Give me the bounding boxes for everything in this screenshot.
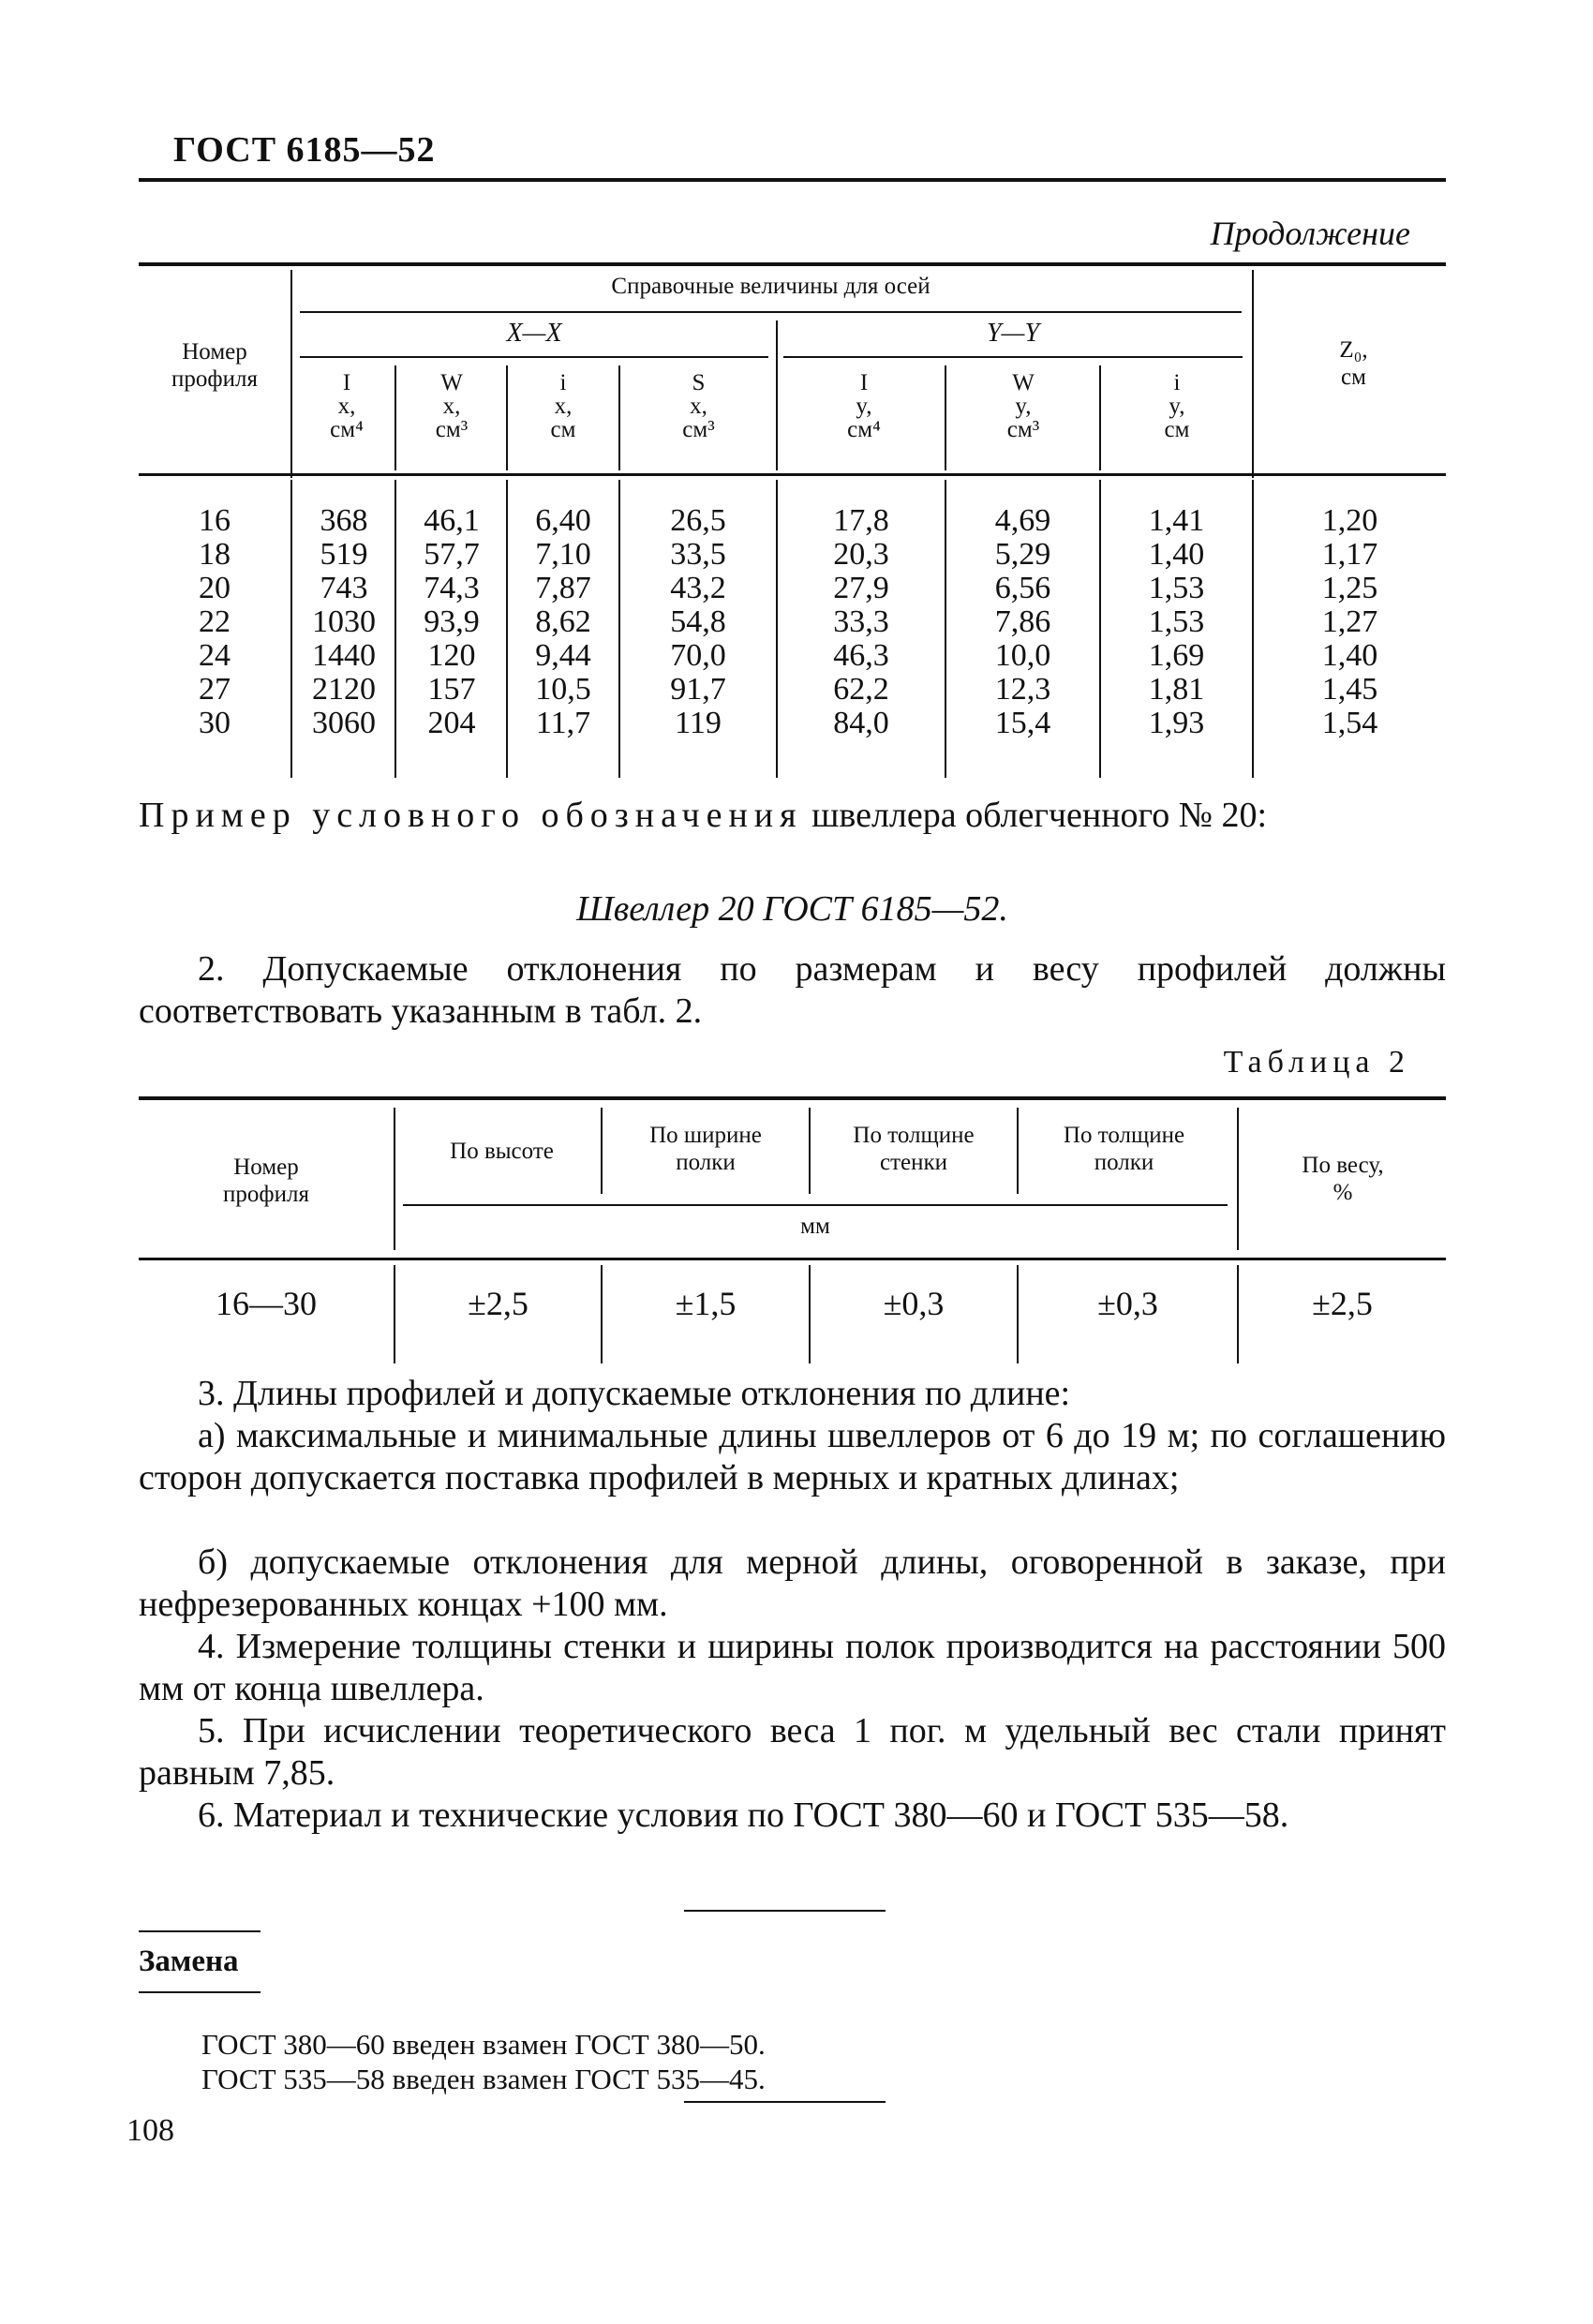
table-cell: 7,87: [535, 571, 591, 605]
t2-header-flange-thickness: По толщине полки: [1063, 1123, 1185, 1175]
table-cell: 27,9: [833, 571, 889, 605]
axis-y-header: Y—Y: [986, 319, 1040, 348]
document-header-title: ГОСТ 6185—52: [173, 130, 436, 170]
table-cell: 1,81: [1148, 672, 1205, 707]
table-cell: 43,2: [670, 571, 726, 605]
t2-col-profile: Номер профиля: [223, 1155, 309, 1207]
table-cell: 70,0: [670, 638, 726, 673]
table-cell: 7,86: [994, 604, 1051, 639]
table-cell: 54,8: [670, 604, 726, 639]
column-sx: [620, 504, 776, 740]
table-cell: 1,45: [1321, 672, 1378, 707]
sx-header: S x, см³: [682, 370, 715, 442]
t2-header-weight: По весу, %: [1302, 1153, 1384, 1205]
column-profile: [139, 504, 290, 740]
table-cell: 12,3: [994, 672, 1051, 707]
table-cell: 9,44: [535, 638, 591, 673]
table-cell: 1,53: [1148, 604, 1205, 639]
table-cell: 46,3: [833, 638, 889, 673]
paragraph-6: 6. Материал и технические условия по ГОСТ 380—60 и ГОСТ 535—58.: [198, 1795, 1289, 1835]
table-cell: 16: [199, 503, 231, 538]
table-cell: 11,7: [535, 706, 591, 740]
wx-header: W x, см³: [435, 370, 469, 442]
page-number: 108: [127, 2113, 174, 2148]
table-cell: 62,2: [833, 672, 889, 707]
table-cell: 1,93: [1148, 706, 1205, 740]
table-cell: 1030: [312, 604, 376, 639]
table-cell: 33,3: [833, 604, 889, 639]
table-cell: 2120: [312, 672, 376, 707]
table-cell: 8,62: [535, 604, 591, 639]
table-cell: 20,3: [833, 537, 889, 572]
t2-profile-range: 16—30: [216, 1285, 317, 1322]
table-cell: 1440: [312, 638, 376, 673]
iy-header: I y, см⁴: [847, 370, 881, 442]
table1-header-rule: [139, 473, 1446, 476]
table-cell: 1,20: [1321, 503, 1378, 538]
ix-header: I x, см⁴: [330, 370, 364, 442]
paragraph-2: 2. Допускаемые отклонения по размерам и весу профилей должны соответствовать указанным в табл. 2.: [139, 949, 1446, 1031]
t2-value-flange-width: ±1,5: [675, 1285, 737, 1322]
t2-value-web-thickness: ±0,3: [883, 1285, 945, 1322]
table-cell: 7,10: [535, 537, 591, 572]
example-lead-rest: швеллера облегченного № 20:: [802, 796, 1268, 835]
continuation-label: Продолжение: [1210, 215, 1410, 252]
z0-header: Z₀, см: [1339, 337, 1368, 390]
iy-radius-header: i y, см: [1164, 370, 1190, 442]
zamena-rule-bottom: [139, 1991, 261, 1993]
t2-header-web-thickness: По толщине стенки: [853, 1123, 975, 1175]
table-cell: 119: [675, 706, 722, 740]
table-cell: 20: [199, 571, 231, 605]
example-lead: Пример условного обозначения: [139, 796, 803, 835]
ix-radius-header: i x, см: [550, 370, 576, 442]
t2-value-flange-thickness: ±0,3: [1097, 1285, 1158, 1322]
table-cell: 519: [320, 537, 368, 572]
table-cell: 120: [427, 638, 476, 673]
reference-values-header: Справочные величины для осей: [611, 274, 930, 299]
replacement-title: Замена: [139, 1944, 239, 1978]
table-cell: 743: [320, 571, 368, 605]
table-cell: 24: [199, 638, 231, 673]
example-designation: Швеллер 20 ГОСТ 6185—52.: [576, 889, 1008, 929]
column-ix: [292, 504, 395, 740]
header-rule: [139, 178, 1446, 182]
column-wx: [396, 504, 507, 740]
paragraph-3: 3. Длины профилей и допускаемые отклонения по длине:: [198, 1374, 1071, 1413]
table-cell: 1,54: [1321, 706, 1378, 740]
col-profile-number: Номер профиля: [171, 339, 258, 392]
section-divider: [684, 1910, 886, 1912]
replacement-line-1: ГОСТ 380—60 введен взамен ГОСТ 380—50.: [201, 2028, 766, 2061]
paragraph-5: 5. При исчислении теоретического веса 1 пог. м удельный вес стали принят равным 7,85.: [139, 1711, 1446, 1793]
table2-caption: Таблица 2: [1223, 1045, 1410, 1080]
table-cell: 1,17: [1321, 537, 1378, 572]
column-iy: [778, 504, 945, 740]
table-cell: 93,9: [424, 604, 480, 639]
table-cell: 368: [320, 503, 368, 538]
table-cell: 4,69: [994, 503, 1051, 538]
table-cell: 6,40: [535, 503, 591, 538]
table-cell: 1,27: [1321, 604, 1378, 639]
table-cell: 27: [199, 672, 231, 707]
table-cell: 18: [199, 537, 231, 572]
table-cell: 91,7: [670, 672, 726, 707]
bottom-divider: [684, 2101, 886, 2103]
table-cell: 84,0: [833, 706, 889, 740]
column-ix-radius: [508, 504, 618, 740]
table-cell: 6,56: [994, 571, 1051, 605]
t2-header-flange-width: По ширине полки: [649, 1123, 762, 1175]
paragraph-3a: а) максимальные и минимальные длины швеллеров от 6 до 19 м; по соглашению сторон допускается поставка профилей в мерных и кратных длинах;: [139, 1416, 1446, 1497]
table-cell: 157: [427, 672, 476, 707]
axis-x-header: X—X: [506, 319, 562, 348]
table-cell: 57,7: [424, 537, 480, 572]
table-cell: 46,1: [424, 503, 480, 538]
column-z0: [1254, 504, 1446, 740]
tolerances-table: [139, 1096, 1446, 1368]
paragraph-3b: б) допускаемые отклонения для мерной длины, оговоренной в заказе, при нефрезерованных концах +100 мм.: [139, 1542, 1446, 1624]
column-iy-radius: [1101, 504, 1252, 740]
table-cell: 1,69: [1148, 638, 1205, 673]
table1-top-rule: [139, 262, 1446, 266]
table-cell: 74,3: [424, 571, 480, 605]
zamena-rule-top: [139, 1930, 261, 1932]
table-cell: 17,8: [833, 503, 889, 538]
t2-unit-mm: мм: [800, 1214, 830, 1239]
table-cell: 1,40: [1321, 638, 1378, 673]
t2-value-height: ±2,5: [468, 1285, 529, 1322]
example-paragraph: [139, 795, 1446, 837]
t2-header-height: По высоте: [450, 1139, 554, 1164]
table-cell: 204: [427, 706, 476, 740]
table-cell: 33,5: [670, 537, 726, 572]
column-wy: [946, 504, 1099, 740]
properties-table: [139, 262, 1446, 778]
table-cell: 1,53: [1148, 571, 1205, 605]
paragraph-4: 4. Измерение толщины стенки и ширины полок производится на расстоянии 500 мм от конца швеллера.: [139, 1627, 1446, 1708]
table-cell: 22: [199, 604, 231, 639]
table-cell: 15,4: [994, 706, 1051, 740]
table-cell: 1,40: [1148, 537, 1205, 572]
t2-value-weight: ±2,5: [1312, 1285, 1373, 1322]
table-cell: 10,0: [994, 638, 1051, 673]
wy-header: W y, см³: [1006, 370, 1040, 442]
table-cell: 5,29: [994, 537, 1051, 572]
table-cell: 26,5: [670, 503, 726, 538]
table-cell: 10,5: [535, 672, 591, 707]
replacement-line-2: ГОСТ 535—58 введен взамен ГОСТ 535—45.: [201, 2063, 766, 2095]
table-cell: 1,25: [1321, 571, 1378, 605]
table-cell: 1,41: [1148, 503, 1205, 538]
table-cell: 3060: [312, 706, 376, 740]
table-cell: 30: [199, 706, 231, 740]
